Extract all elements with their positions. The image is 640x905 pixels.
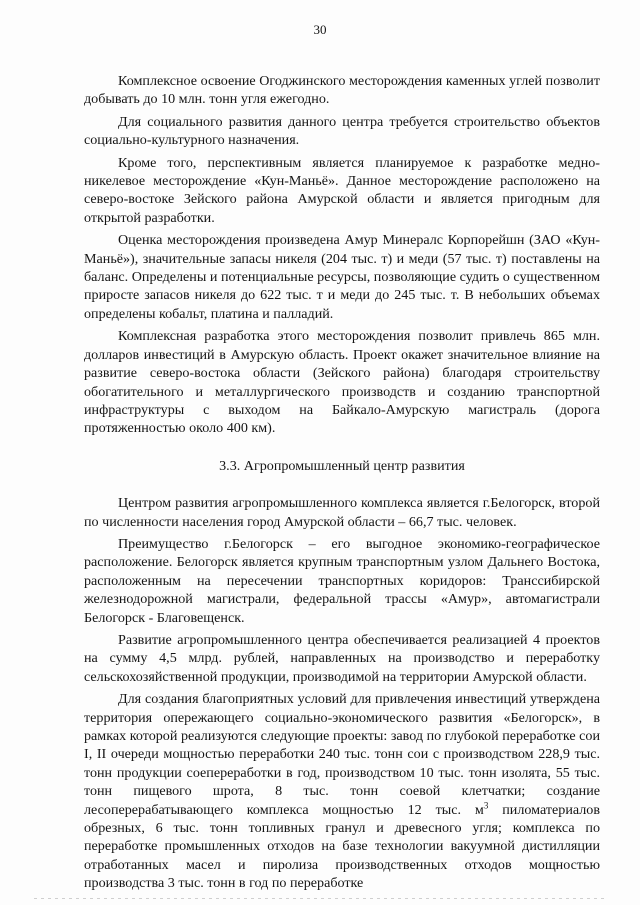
paragraph-tor-part2: пиломатериалов обрезных, 6 тыс. тонн топливных гранул и древесного угля; комплекса по переработке промышленных отходов на базе технологии вакуумной дистилляции отработанных масел и пиролиза производственных отходов мощностью производства 3 тыс. тонн в год по переработке: [84, 801, 600, 892]
paragraph-agro-projects: Развитие агропромышленного центра обеспечивается реализацией 4 проектов на сумму 4,5 млрд. рублей, направленных на производство и переработку сельскохозяйственной продукции, производимой на территории Амурской области.: [84, 631, 600, 685]
paragraph-investment: Комплексная разработка этого месторождения позволит привлечь 865 млн. долларов инвестиций в Амурскую область. Проект окажет значительное влияние на развитие северо-востока области (Зейского района) благодаря строительству обогатительного и металлургического производств и созданию транспортной инфраструктуры с выходом на Байкало-Амурскую магистраль (дорога протяженностью около 400 км).: [84, 328, 600, 437]
paragraph-belogorsk-center: Центром развития агропромышленного комплекса является г.Белогорск, второй по численности населения город Амурской области – 66,7 тыс. человек.: [84, 495, 600, 530]
paragraph-deposit-assessment: Оценка месторождения произведена Амур Минералс Корпорейшн (ЗАО «Кун-Маньё»), значительные запасы никеля (204 тыс. т) и меди (57 тыс. т) поставлены на баланс. Определены и потенциальные ресурсы, позволяющие судить о существенном приросте запасов никеля до 622 тыс. т и меди до 245 тыс. т. В небольших объемах определены кобальт, платина и палладий.: [84, 232, 600, 322]
paragraph-tor-belogorsk: [84, 690, 600, 892]
page-number: 30: [313, 22, 327, 37]
paragraph-social-development: Для социального развития данного центра требуется строительство объектов социально-культурного назначения.: [84, 113, 600, 149]
scan-edge-mark: [34, 898, 606, 899]
paragraph-coal-deposit: Комплексное освоение Огоджинского месторождения каменных углей позволит добывать до 10 млн. тонн угля ежегодно.: [84, 73, 600, 108]
paragraph-belogorsk-advantage: Преимущество г.Белогорск – его выгодное экономико-географическое расположение. Белогорск является крупным транспортным узлом Дальнего Востока, расположенным на пересечении транспортных коридоров: Транссибирской железнодорожной магистрали, федеральной трассы «Амур», автомагистрали Белогорск - Благовещенск.: [84, 535, 600, 626]
paragraph-tor-part1: Для создания благоприятных условий для привлечения инвестиций утверждена территория опережающего социально-экономического развития «Белогорск», в рамках которой реализуются следующие проекты: завод по глубокой переработке сои I, II очереди мощностью переработки 240 тыс. тонн сои с производством 228,9 тыс. тонн продукции соепереработки в год, производством 10 тыс. тонн изолята, 55 тыс. тонн пищевого шрота, 8 тыс. тонн соевой клетчатки; создание лесоперерабатывающего комплекса мощностью 12 тыс. м: [84, 691, 600, 818]
section-title: 3.3. Агропромышленный центр развития: [219, 457, 465, 474]
cubic-superscript: 3: [483, 799, 489, 810]
document-body: [84, 72, 600, 897]
paragraph-kun-manyo: Кроме того, перспективным является планируемое к разработке медно-никелевое месторождение «Кун-Маньё». Данное месторождение расположено на северо-востоке Зейского района Амурской области и является пригодным для открытой разработки.: [84, 154, 600, 226]
